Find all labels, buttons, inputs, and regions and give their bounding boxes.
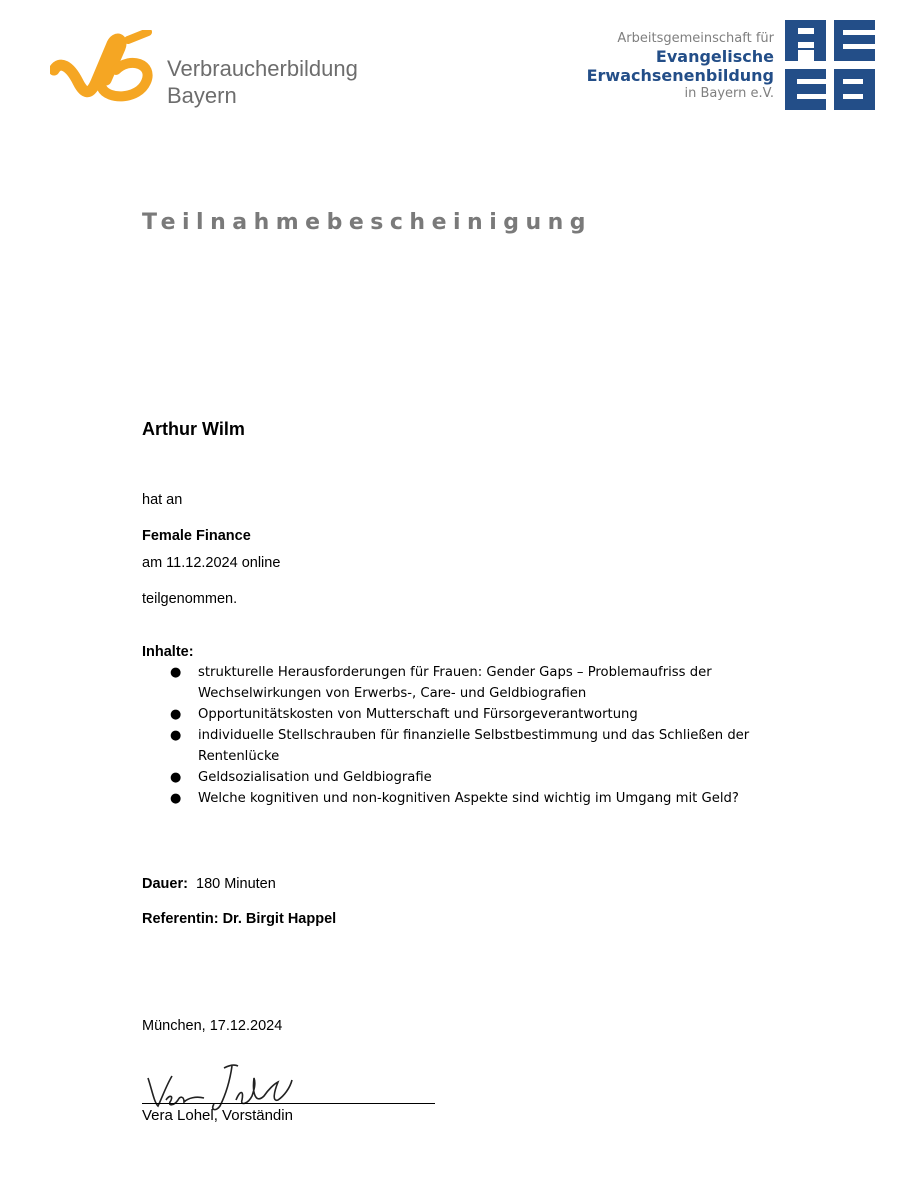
- duration: [142, 876, 276, 892]
- list-item: [170, 662, 790, 704]
- signatory: Vera Lohel, Vorständin: [142, 1107, 293, 1124]
- verbraucherbildung-logo: [50, 30, 160, 110]
- list-item-text: Opportunitätskosten von Mutterschaft und Fürsorgeverantwortung: [198, 707, 638, 722]
- list-item-text: strukturelle Herausforderungen für Frauen: Gender Gaps – Problemaufriss der Wechselwirkungen von Erwerbs-, Care- und Geldbiografien: [198, 665, 712, 701]
- contents-heading: Inhalte:: [142, 644, 194, 660]
- list-item-text: Welche kognitiven und non-kognitiven Aspekte sind wichtig im Umgang mit Geld?: [198, 791, 739, 806]
- signature-line: [142, 1103, 435, 1104]
- list-item-text: Geldsozialisation und Geldbiografie: [198, 770, 432, 785]
- list-item-text: individuelle Stellschrauben für finanzielle Selbstbestimmung und das Schließen der Rentenlücke: [198, 728, 750, 764]
- bullet-icon: ●: [170, 707, 182, 722]
- duration-label: Dauer:: [142, 876, 188, 892]
- vb-logo-text: [167, 55, 358, 109]
- bullet-icon: ●: [170, 665, 182, 680]
- bullet-icon: ●: [170, 728, 182, 743]
- participant-name: Arthur Wilm: [142, 419, 245, 439]
- document-title: Teilnahmebescheinigung: [142, 210, 593, 235]
- contents-list: [170, 662, 790, 809]
- course-date: am 11.12.2024 online: [142, 555, 281, 571]
- speaker: Referentin: Dr. Birgit Happel: [142, 911, 337, 927]
- aeeb-line3: Erwachsenenbildung: [586, 66, 774, 85]
- place-date: München, 17.12.2024: [142, 1018, 283, 1034]
- duration-value: 180 Minuten: [196, 876, 276, 892]
- aeeb-logo-text: [524, 30, 774, 102]
- course-title: Female Finance: [142, 528, 251, 544]
- list-item: [170, 788, 790, 809]
- aeeb-line4: in Bayern e.V.: [684, 86, 774, 101]
- aeeb-line1: Arbeitsgemeinschaft für: [617, 31, 774, 46]
- list-item: [170, 767, 790, 788]
- vb-logo-line1: Verbraucherbildung: [167, 56, 358, 81]
- aeeb-line2: Evangelische: [655, 47, 774, 66]
- participated-text: teilgenommen.: [142, 591, 238, 607]
- aeeb-logo-mark: [785, 20, 875, 110]
- bullet-icon: ●: [170, 791, 182, 806]
- intro-text: hat an: [142, 492, 183, 508]
- bullet-icon: ●: [170, 770, 182, 785]
- list-item: [170, 725, 790, 767]
- list-item: [170, 704, 790, 725]
- vb-logo-line2: Bayern: [167, 83, 237, 108]
